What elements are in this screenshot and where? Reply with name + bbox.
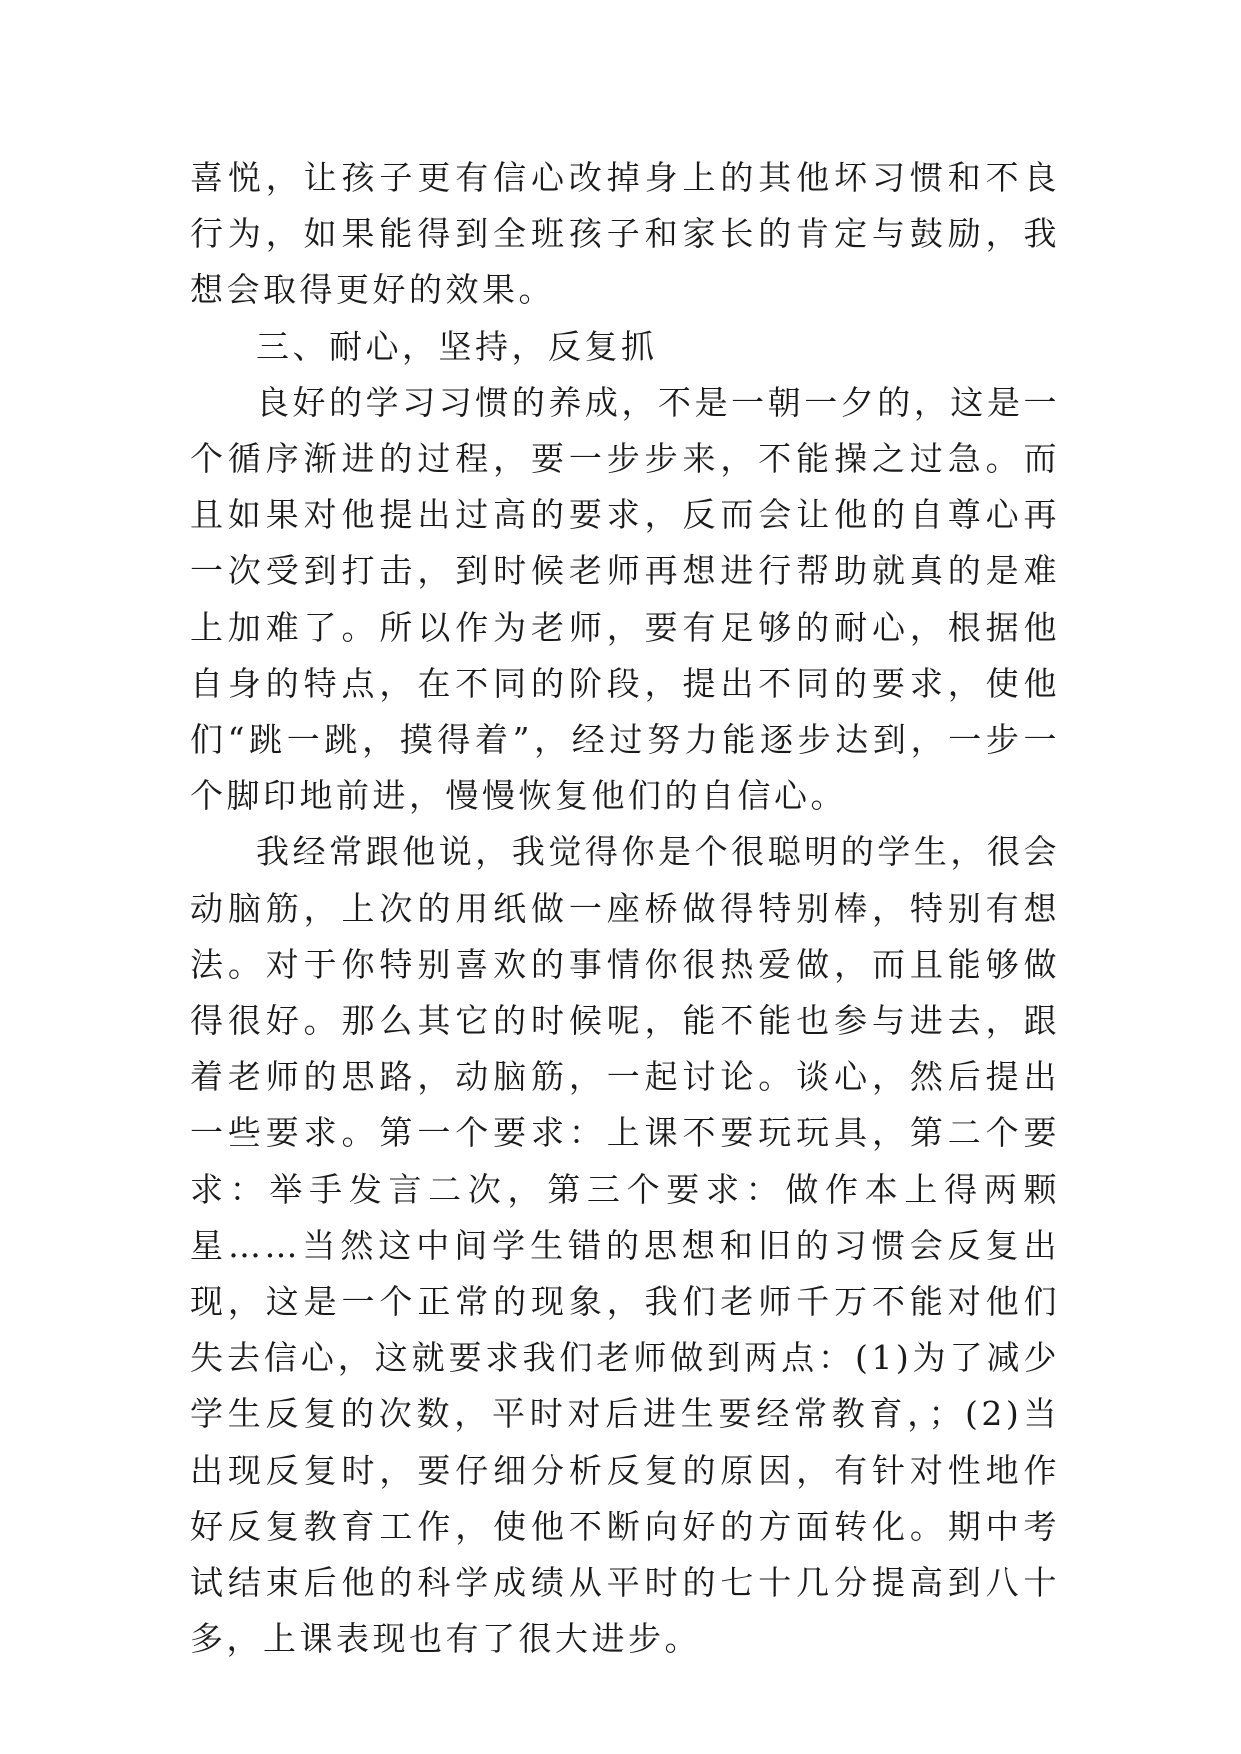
document-body [190,150,1060,1667]
paragraph-continuation: 喜悦，让孩子更有信心改掉身上的其他坏习惯和不良行为，如果能得到全班孩子和家长的肯定与鼓励，我想会取得更好的效果。 [190,158,1060,310]
paragraph: 我经常跟他说，我觉得你是个很聪明的学生，很会动脑筋，上次的用纸做一座桥做得特别棒，特别有想法。对于你特别喜欢的事情你很热爱做，而且能够做得很好。那么其它的时候呢，能不能也参与进去，跟着老师的思路，动脑筋，一起讨论。谈心，然后提出一些要求。第一个要求：上课不要玩玩具，第二个要求：举手发言二次，第三个要求：做作本上得两颗星……当然这中间学生错的思想和旧的习惯会反复出现，这是一个正常的现象，我们老师千万不能对他们失去信心，这就要求我们老师做到两点：(1)为了减少学生反复的次数，平时对后进生要经常教育，；(2)当出现反复时，要仔细分析反复的原因，有针对性地作好反复教育工作，使他不断向好的方面转化。期中考试结束后他的科学成绩从平时的七十几分提高到八十多，上课表现也有了很大进步。 [190,832,1060,1659]
section-heading: 三、耐心，坚持，反复抓 [256,326,658,366]
paragraph: 良好的学习习惯的养成，不是一朝一夕的，这是一个循序渐进的过程，要一步步来，不能操之过急。而且如果对他提出过高的要求，反而会让他的自尊心再一次受到打击，到时候老师再想进行帮助就真的是难上加难了。所以作为老师，要有足够的耐心，根据他自身的特点，在不同的阶段，提出不同的要求，使他们“跳一跳，摸得着”，经过努力能逐步达到，一步一个脚印地前进，慢慢恢复他们的自信心。 [190,382,1060,816]
